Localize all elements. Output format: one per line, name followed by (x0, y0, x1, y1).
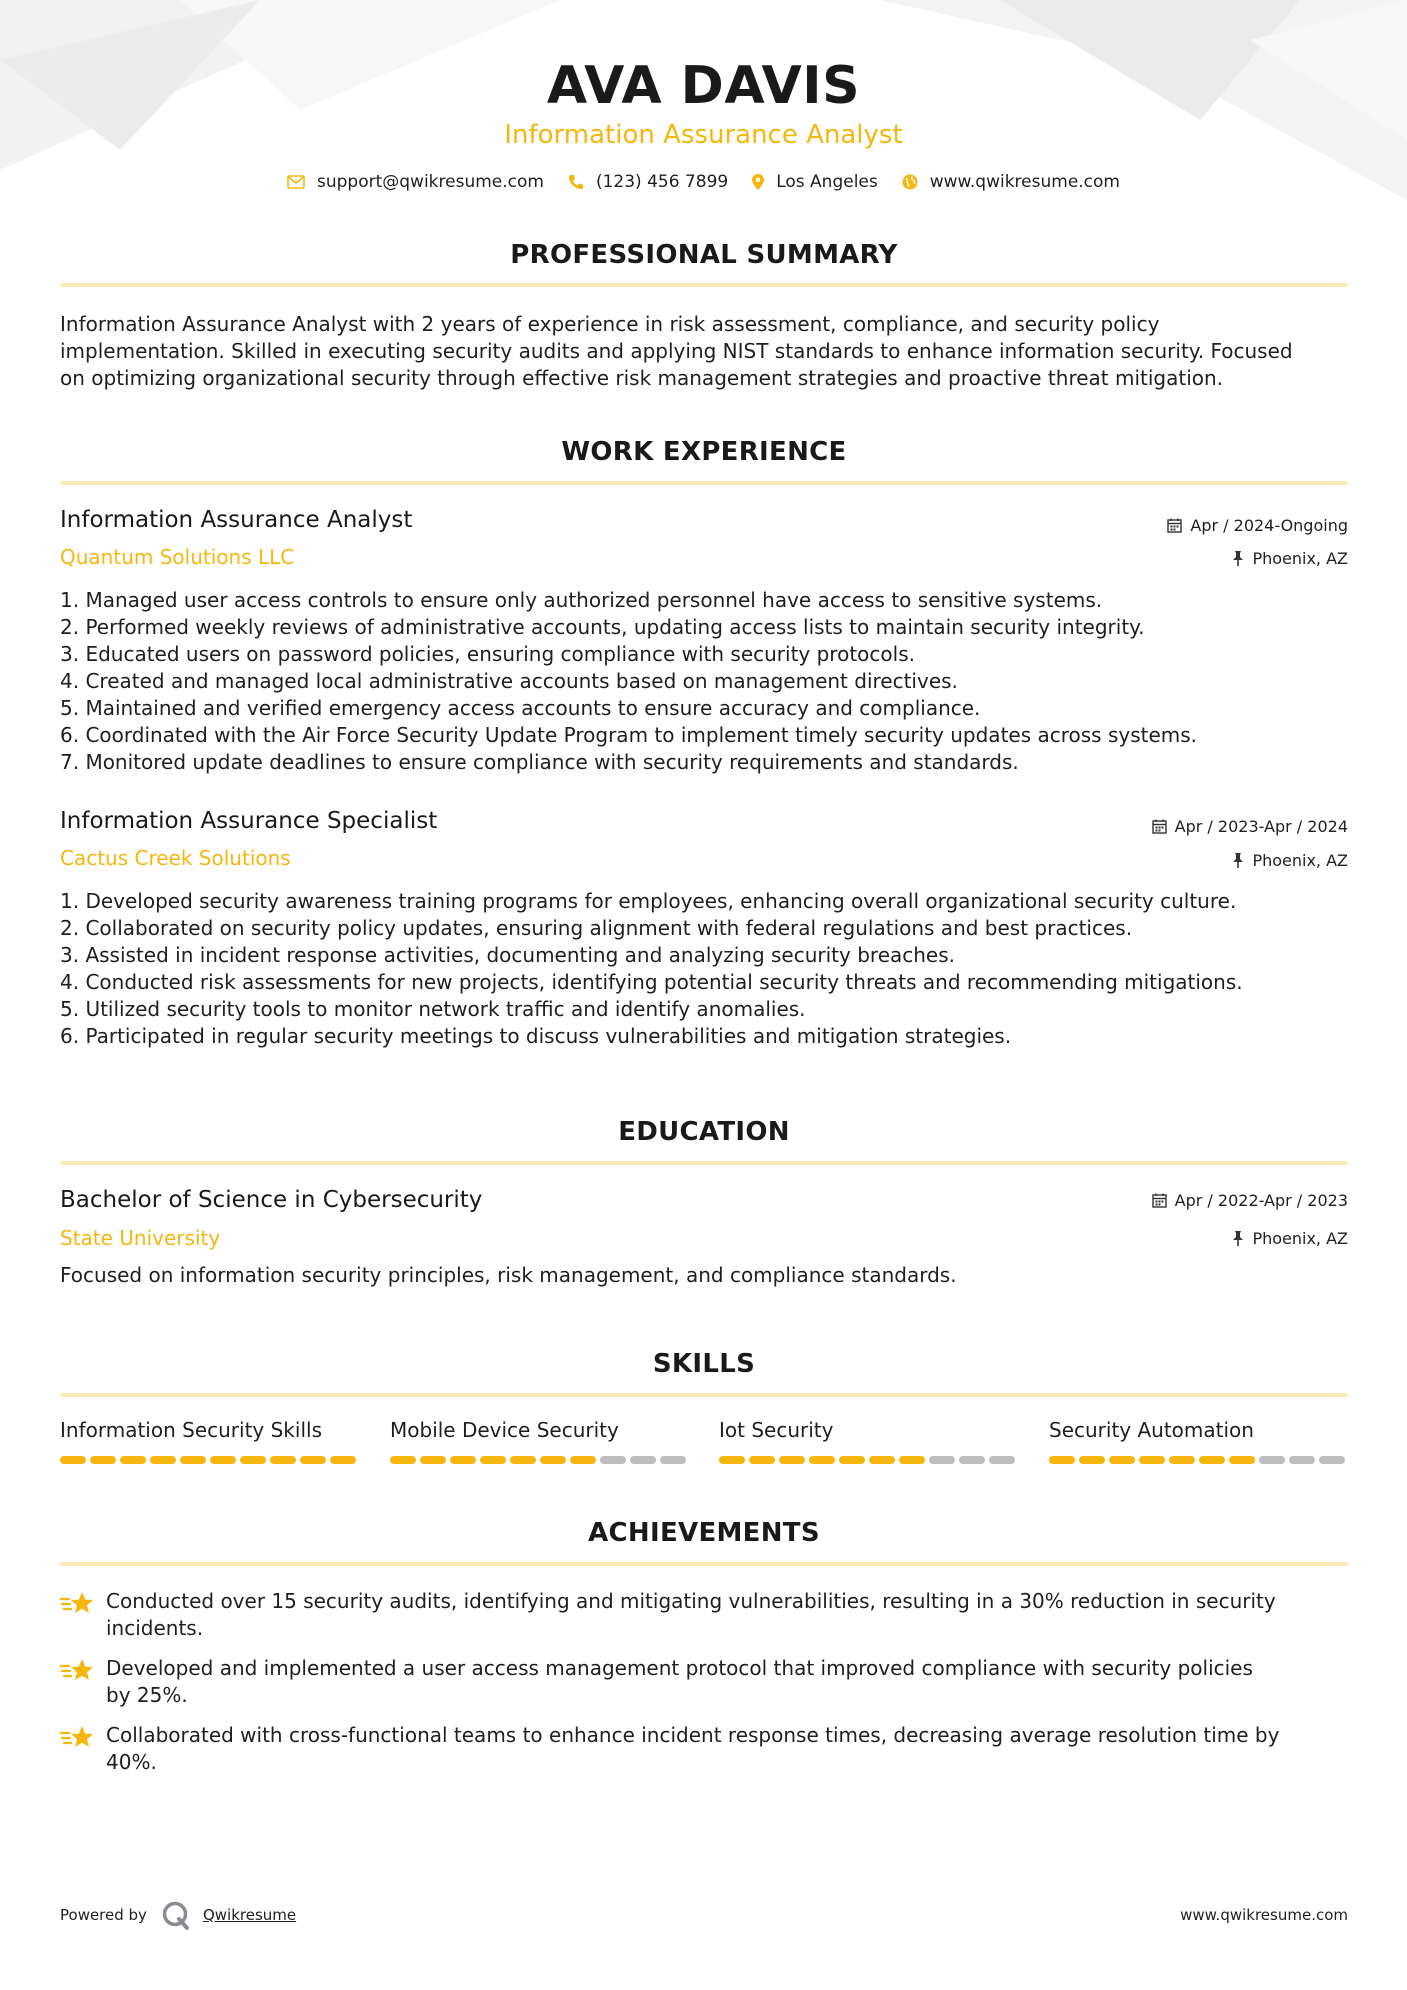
skill-item (60, 1418, 360, 1464)
achievement-line: by 25%. (106, 1683, 188, 1707)
skill-name: Mobile Device Security (390, 1418, 619, 1442)
skill-segment-filled (480, 1456, 506, 1464)
summary-line: Information Assurance Analyst with 2 years of experience in risk assessment, compliance, and security policy (60, 312, 1160, 336)
pushpin-icon (1232, 853, 1244, 868)
map-pin-icon (752, 174, 764, 190)
education-location (1232, 1229, 1348, 1248)
calendar-icon (1167, 518, 1182, 533)
footer-website[interactable]: www.qwikresume.com (1180, 1906, 1348, 1924)
job-bullets (60, 888, 1350, 1050)
contact-website-text: www.qwikresume.com (929, 172, 1120, 192)
achievement-line: Collaborated with cross-functional teams to enhance incident response times, decreasing average resolution time by (106, 1723, 1280, 1747)
qwikresume-logo-icon (161, 1900, 191, 1930)
skill-segment-empty (959, 1456, 985, 1464)
skill-segment-filled (1139, 1456, 1165, 1464)
contact-phone-text: (123) 456 7899 (595, 172, 729, 192)
achievement-line: 40%. (106, 1750, 157, 1774)
education-location-text: Phoenix, AZ (1252, 1229, 1348, 1248)
job-dates-text: Apr / 2024-Ongoing (1190, 516, 1348, 535)
star-icon (60, 1590, 94, 1618)
skill-segment-filled (779, 1456, 805, 1464)
skills-divider (60, 1393, 1348, 1397)
powered-by-label: Powered by (60, 1906, 147, 1924)
achievement-text (106, 1588, 1276, 1642)
skill-segment-filled (90, 1456, 116, 1464)
skill-segment-filled (899, 1456, 925, 1464)
experience-heading: WORK EXPERIENCE (561, 437, 847, 467)
skill-name: Iot Security (719, 1418, 834, 1442)
job-location-text: Phoenix, AZ (1252, 549, 1348, 568)
calendar-icon (1152, 819, 1167, 834)
skill-segment-empty (989, 1456, 1015, 1464)
list-item: 6. Participated in regular security meetings to discuss vulnerabilities and mitigation strategies. (60, 1024, 1012, 1048)
achievement-icon-wrap (60, 1655, 106, 1709)
skill-rating-bar (390, 1456, 690, 1464)
degree-title: Bachelor of Science in Cybersecurity (60, 1187, 483, 1213)
education-divider (60, 1161, 1348, 1165)
skill-segment-empty (1289, 1456, 1315, 1464)
globe-icon (902, 174, 918, 190)
skill-segment-filled (540, 1456, 566, 1464)
pushpin-icon (1232, 551, 1244, 566)
star-icon (60, 1657, 94, 1685)
skill-segment-filled (1079, 1456, 1105, 1464)
summary-line: implementation. Skilled in executing security audits and applying NIST standards to enhance information security. Focused (60, 339, 1293, 363)
skill-segment-filled (450, 1456, 476, 1464)
skill-segment-empty (600, 1456, 626, 1464)
skill-segment-filled (749, 1456, 775, 1464)
candidate-name: AVA DAVIS (546, 56, 861, 116)
skill-segment-filled (60, 1456, 86, 1464)
contact-email-text: support@qwikresume.com (317, 172, 544, 192)
skill-segment-empty (1319, 1456, 1345, 1464)
job-dates-text: Apr / 2023-Apr / 2024 (1174, 817, 1348, 836)
job-title: Information Assurance Analyst (60, 507, 413, 533)
skill-name: Security Automation (1049, 1418, 1254, 1442)
skill-segment-empty (630, 1456, 656, 1464)
calendar-icon (1152, 1193, 1167, 1208)
job-dates (1152, 817, 1348, 836)
skill-segment-filled (809, 1456, 835, 1464)
skill-segment-filled (330, 1456, 356, 1464)
job-company: Cactus Creek Solutions (60, 846, 291, 870)
qwikresume-link[interactable]: Qwikresume (202, 1906, 297, 1924)
skill-rating-bar (60, 1456, 360, 1464)
list-item: 7. Monitored update deadlines to ensure compliance with security requirements and standards. (60, 750, 1019, 774)
job-location (1232, 549, 1348, 568)
skill-segment-filled (1199, 1456, 1225, 1464)
education-dates-text: Apr / 2022-Apr / 2023 (1174, 1191, 1348, 1210)
skill-item (1049, 1418, 1349, 1464)
star-icon (60, 1724, 94, 1752)
skill-segment-filled (270, 1456, 296, 1464)
job-company: Quantum Solutions LLC (60, 545, 295, 569)
achievement-icon-wrap (60, 1588, 106, 1642)
achievement-item (60, 1588, 1350, 1642)
achievement-item (60, 1722, 1350, 1776)
summary-heading: PROFESSIONAL SUMMARY (510, 240, 898, 270)
list-item: 4. Created and managed local administrative accounts based on management directives. (60, 669, 958, 693)
job-dates (1167, 516, 1348, 535)
list-item: 5. Maintained and verified emergency access accounts to ensure accuracy and compliance. (60, 696, 981, 720)
skill-segment-filled (300, 1456, 326, 1464)
skill-segment-filled (180, 1456, 206, 1464)
skill-segment-filled (1169, 1456, 1195, 1464)
skill-segment-filled (869, 1456, 895, 1464)
experience-divider (60, 481, 1348, 485)
skill-segment-filled (210, 1456, 236, 1464)
skill-item (719, 1418, 1019, 1464)
skill-rating-bar (1049, 1456, 1349, 1464)
skills-heading: SKILLS (652, 1349, 756, 1379)
summary-divider (60, 283, 1348, 287)
school-name: State University (60, 1226, 221, 1250)
skill-segment-filled (1049, 1456, 1075, 1464)
list-item: 5. Utilized security tools to monitor network traffic and identify anomalies. (60, 997, 806, 1021)
education-heading: EDUCATION (618, 1117, 790, 1147)
skill-segment-filled (120, 1456, 146, 1464)
candidate-title: Information Assurance Analyst (504, 120, 903, 150)
skill-name: Information Security Skills (60, 1418, 322, 1442)
skill-segment-empty (929, 1456, 955, 1464)
achievement-text (106, 1655, 1253, 1709)
achievement-text (106, 1722, 1279, 1776)
skill-segment-filled (1109, 1456, 1135, 1464)
summary-line: on optimizing organizational security through effective risk management strategies and proactive threat mitigation. (60, 366, 1224, 390)
list-item: 6. Coordinated with the Air Force Security Update Program to implement timely security updates across systems. (60, 723, 1198, 747)
list-item: 3. Educated users on password policies, ensuring compliance with security protocols. (60, 642, 915, 666)
footer-powered-by (60, 1900, 296, 1930)
envelope-icon (287, 175, 305, 189)
achievements-divider (60, 1562, 1348, 1566)
achievement-line: Conducted over 15 security audits, identifying and mitigating vulnerabilities, resulting in a 30% reduction in security (106, 1589, 1276, 1613)
skill-segment-filled (719, 1456, 745, 1464)
summary-text (60, 311, 1350, 392)
contact-email[interactable] (287, 172, 544, 192)
phone-icon (568, 174, 584, 190)
skill-segment-filled (510, 1456, 536, 1464)
skill-segment-filled (420, 1456, 446, 1464)
skill-segment-filled (150, 1456, 176, 1464)
contact-location (752, 172, 878, 192)
list-item: 2. Collaborated on security policy updates, ensuring alignment with federal regulations and best practices. (60, 916, 1133, 940)
pushpin-icon (1232, 1231, 1244, 1246)
list-item: 3. Assisted in incident response activities, documenting and analyzing security breaches. (60, 943, 956, 967)
contact-location-text: Los Angeles (776, 172, 878, 192)
achievement-line: Developed and implemented a user access management protocol that improved compliance with security policies (106, 1656, 1253, 1680)
skill-item (390, 1418, 690, 1464)
job-title: Information Assurance Specialist (60, 808, 438, 834)
skill-segment-empty (1259, 1456, 1285, 1464)
contact-website[interactable] (902, 172, 1120, 192)
job-location-text: Phoenix, AZ (1252, 851, 1348, 870)
achievement-icon-wrap (60, 1722, 106, 1776)
list-item: 2. Performed weekly reviews of administrative accounts, updating access lists to maintain security integrity. (60, 615, 1145, 639)
skill-segment-filled (240, 1456, 266, 1464)
skill-rating-bar (719, 1456, 1019, 1464)
job-location (1232, 851, 1348, 870)
job-bullets (60, 587, 1350, 776)
education-dates (1152, 1191, 1348, 1210)
education-description: Focused on information security principles, risk management, and compliance standards. (60, 1263, 957, 1287)
list-item: 1. Managed user access controls to ensure only authorized personnel have access to sensitive systems. (60, 588, 1103, 612)
achievements-heading: ACHIEVEMENTS (588, 1518, 820, 1548)
list-item: 1. Developed security awareness training programs for employees, enhancing overall organizational security culture. (60, 889, 1237, 913)
skill-segment-empty (660, 1456, 686, 1464)
contact-bar (0, 172, 1407, 192)
skill-segment-filled (390, 1456, 416, 1464)
skill-segment-filled (1229, 1456, 1255, 1464)
skill-segment-filled (839, 1456, 865, 1464)
achievement-item (60, 1655, 1350, 1709)
contact-phone[interactable] (568, 172, 728, 192)
skill-segment-filled (570, 1456, 596, 1464)
achievement-line: incidents. (106, 1616, 204, 1640)
list-item: 4. Conducted risk assessments for new projects, identifying potential security threats and recommending mitigations. (60, 970, 1243, 994)
